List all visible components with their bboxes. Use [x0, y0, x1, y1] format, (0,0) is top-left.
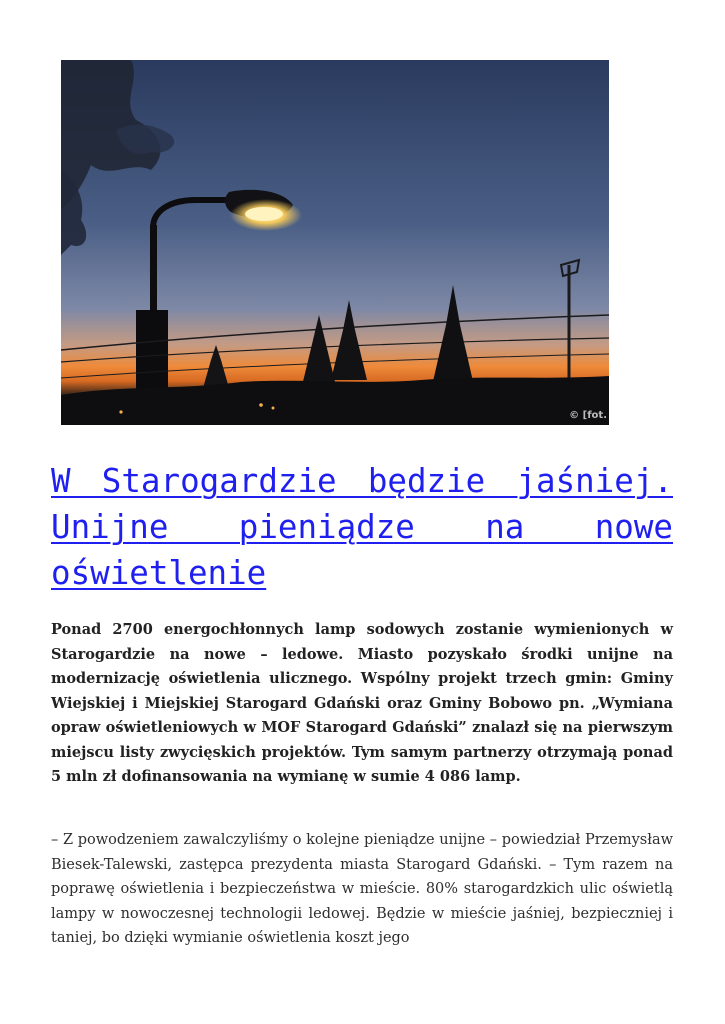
article-title-link[interactable]: W Starogardzie będzie jaśniej. Unijne pieniądze na nowe oświetlenie: [51, 462, 673, 592]
article-photo: [61, 60, 609, 425]
article-paragraph: – Z powodzeniem zawalczyliśmy o kolejne pieniądze unijne – powiedział Przemysław Biesek-Talewski, zastępca prezydenta miasta Starogard Gdański. – Tym razem na poprawę oświetlenia i bezpieczeństwa w mieście. 80% starogardzkich ulic oświetlą lampy w nowoczesnej technologii ledowej. Będzie w mieście jaśniej, bezpieczniej i taniej, bo dzięki wymianie oświetlenia koszt jego: [51, 832, 673, 946]
article-lead: Ponad 2700 energochłonnych lamp sodowych zostanie wymienionych w Starogardzie na nowe – ledowe. Miasto pozyskało środki unijne na modernizację oświetlenia ulicznego. Wspólny projekt trzech gmin: Gminy Wiejskiej i Miejskiej Starogard Gdański oraz Gminy Bobowo pn. „Wymiana opraw oświetleniowych w MOF Starogard Gdański” znalazł się na pierwszym miejscu listy zwycięskich projektów. Tym samym partnerzy otrzymają ponad 5 mln zł dofinansowania na wymianę w sumie 4 086 lamp.: [51, 621, 673, 785]
article-title: [51, 458, 673, 596]
photo-credit: © [fot.: [569, 410, 607, 421]
street-lamp-dusk-image: [61, 60, 609, 425]
